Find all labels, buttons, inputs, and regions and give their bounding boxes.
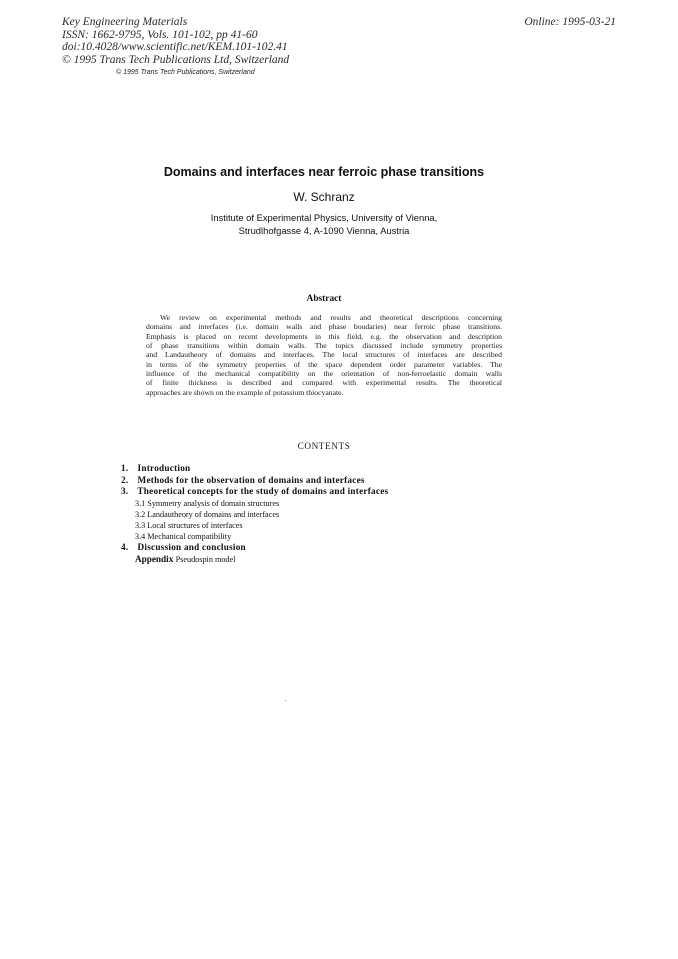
abstract-line: domains and interfaces (i.e. domain walls and phase boudaries) near ferroic phase transitions. bbox=[146, 322, 502, 332]
abstract-line: approaches are shown on the example of potassium thiocyanate. bbox=[146, 387, 344, 397]
scan-speck bbox=[285, 700, 286, 701]
abstract-line: influence of the mechanical compatibility on the orientation of non-ferroelastic domain walls bbox=[146, 369, 502, 379]
abstract-line: Emphasis is placed on recent developments in this field, e.g. the observation and description bbox=[146, 331, 502, 341]
affiliation-line: Strudlhofgasse 4, A-1090 Vienna, Austria bbox=[238, 225, 410, 236]
journal-doi: doi:10.4028/www.scientific.net/KEM.101-102.41 bbox=[62, 41, 288, 54]
abstract-line: in terms of the symmetry properties of the space dependent order parameter variables. The bbox=[146, 359, 502, 369]
table-of-contents bbox=[121, 463, 388, 566]
journal-header bbox=[62, 16, 289, 66]
abstract-line: of finite thickness is described and compared with experimental results. The theoretical bbox=[146, 378, 502, 388]
toc-item-title: Methods for the observation of domains and interfaces bbox=[137, 474, 365, 485]
journal-copyright: © 1995 Trans Tech Publications Ltd, Switzerland bbox=[62, 53, 290, 66]
online-date: Online: 1995-03-21 bbox=[524, 16, 616, 28]
toc-subitem: 3.4 Mechanical compatibility bbox=[135, 532, 232, 542]
toc-item-number: 3. bbox=[121, 486, 129, 497]
affiliation-line: Institute of Experimental Physics, University of Vienna, bbox=[210, 212, 438, 223]
toc-appendix-label: Appendix bbox=[135, 554, 174, 565]
toc-item bbox=[121, 475, 388, 487]
toc-item-number: 1. bbox=[121, 463, 129, 473]
toc-appendix-title: Pseudospin model bbox=[175, 555, 236, 565]
toc-subitem: 3.1 Symmetry analysis of domain structures bbox=[135, 499, 280, 509]
paper-author: W. Schranz bbox=[293, 190, 355, 204]
journal-name: Key Engineering Materials bbox=[62, 16, 188, 28]
scanned-copyright: © 1995 Trans Tech Publications, Switzerland bbox=[116, 69, 255, 76]
toc-item-number: 2. bbox=[121, 474, 129, 485]
toc-subitem: 3.3 Local structures of interfaces bbox=[135, 521, 243, 531]
contents-heading: CONTENTS bbox=[297, 441, 351, 451]
toc-item bbox=[121, 463, 388, 475]
toc-item-title: Theoretical concepts for the study of domains and interfaces bbox=[137, 486, 389, 497]
abstract-body bbox=[146, 313, 502, 397]
toc-item-number: 4. bbox=[121, 542, 129, 553]
toc-item-title: Introduction bbox=[137, 463, 191, 473]
journal-issn: ISSN: 1662-9795, Vols. 101-102, pp 41-60 bbox=[62, 28, 258, 41]
abstract-heading: Abstract bbox=[306, 294, 342, 304]
abstract-line: of phase transitions within domain walls. The topics discussed include symmetry properties bbox=[146, 341, 502, 351]
toc-subitem: 3.2 Landautheory of domains and interfaces bbox=[135, 510, 280, 520]
abstract-line: and Landautheory of domains and interfaces. The local structures of interfaces are described bbox=[146, 350, 502, 360]
toc-item bbox=[121, 486, 388, 498]
toc-item-title: Discussion and conclusion bbox=[137, 542, 246, 553]
paper-affiliation bbox=[0, 211, 648, 237]
paper-title: Domains and interfaces near ferroic phase transitions bbox=[163, 165, 485, 179]
abstract-line: We review on experimental methods and results and theoretical descriptions concerning bbox=[160, 313, 502, 322]
toc-appendix bbox=[121, 554, 388, 566]
toc-item bbox=[121, 542, 388, 554]
